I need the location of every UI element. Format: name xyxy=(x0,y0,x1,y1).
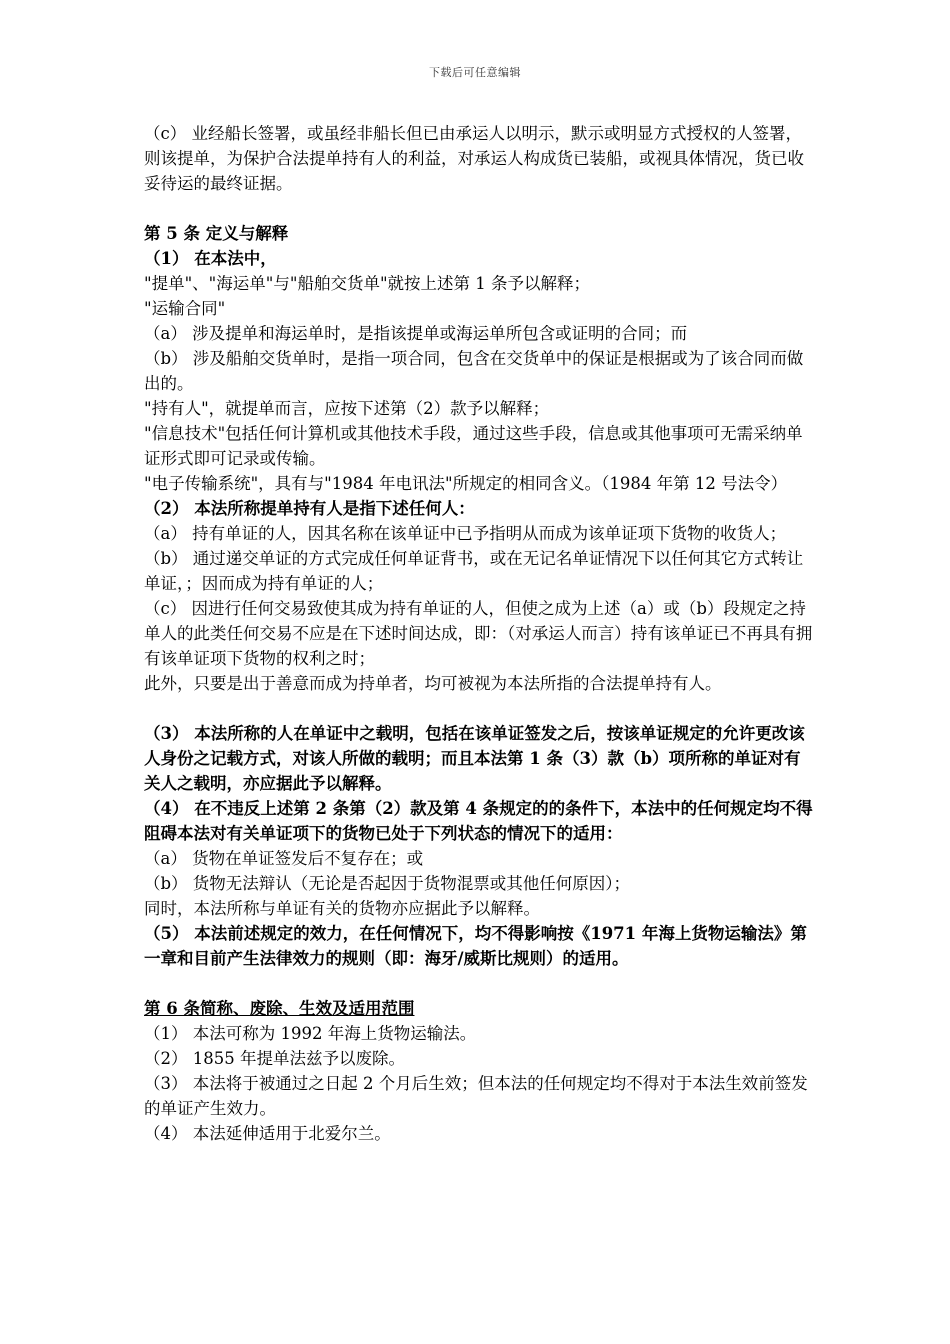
blank-line xyxy=(144,971,814,996)
paragraph: 同时，本法所称与单证有关的货物亦应据此予以解释。 xyxy=(144,899,540,918)
clause-heading: （2） 本法所称提单持有人是指下述任何人： xyxy=(144,499,475,518)
paragraph: （4） 本法延伸适用于北爱尔兰。 xyxy=(144,1124,391,1143)
clause-paragraph-bold: （3） 本法所称的人在单证中之载明，包括在该单证签发之后，按该单证规定的允许更改该人身份之记载方式，对该人所做的载明；而且本法第 1 条（3）款（b）项所称的单证对有关人之载明，亦应据此予以解释。 xyxy=(144,724,805,793)
paragraph: "提单"、"海运单"与"船舶交货单"就按上述第 1 条予以解释； xyxy=(144,274,591,293)
paragraph: （b） 涉及船舶交货单时，是指一项合同，包含在交货单中的保证是根据或为了该合同而做出的。 xyxy=(144,349,804,393)
paragraph: "电子传输系统"，具有与"1984 年电讯法"所规定的相同含义。（1984 年第 12 号法令） xyxy=(144,474,788,493)
clause-paragraph-bold: （5） 本法前述规定的效力，在任何情况下，均不得影响按《1971 年海上货物运输法》第一章和目前产生法律效力的规则（即：海牙/威斯比规则）的适用。 xyxy=(144,924,807,968)
paragraph: （3） 本法将于被通过之日起 2 个月后生效；但本法的任何规定均不得对于本法生效前签发的单证产生效力。 xyxy=(144,1074,808,1118)
section-heading-article-6 xyxy=(144,996,814,1021)
paragraph: （2） 1855 年提单法兹予以废除。 xyxy=(144,1049,405,1068)
blank-line xyxy=(144,696,814,721)
blank-line xyxy=(144,196,814,221)
clause-heading: （1） 在本法中， xyxy=(144,249,277,268)
section-heading-text: 第 6 条简称、废除、生效及适用范围 xyxy=(144,999,415,1018)
paragraph: "信息技术"包括任何计算机或其他技术手段，通过这些手段，信息或其他事项可无需采纳单证形式即可记录或传输。 xyxy=(144,424,803,468)
paragraph: 此外，只要是出于善意而成为持单者，均可被视为本法所指的合法提单持有人。 xyxy=(144,674,722,693)
paragraph: （b） 通过递交单证的方式完成任何单证背书，或在无记名单证情况下以任何其它方式转让单证，；因而成为持有单证的人； xyxy=(144,549,804,593)
page-header: 下载后可任意编辑 xyxy=(429,66,521,79)
paragraph: （c） 业经船长签署，或虽经非船长但已由承运人以明示，默示或明显方式授权的人签署， xyxy=(144,124,802,143)
paragraph: "运输合同" xyxy=(144,299,226,318)
paragraph: （a） 持有单证的人，因其名称在该单证中已予指明从而成为该单证项下货物的收货人； xyxy=(144,524,787,543)
section-heading-article-5: 第 5 条 定义与解释 xyxy=(144,224,289,243)
paragraph: （c） 因进行任何交易致使其成为持有单证的人，但使之成为上述（a）或（b）段规定之持单人的此类任何交易不应是在下述时间达成，即：（对承运人而言）持有该单证已不再具有拥有该单证项下货物的权利之时； xyxy=(144,599,813,668)
clause-paragraph-bold: （4） 在不违反上述第 2 条第（2）款及第 4 条规定的的条件下，本法中的任何规定均不得阻碍本法对有关单证项下的货物已处于下列状态的情况下的适用： xyxy=(144,799,813,843)
paragraph: 则该提单，为保护合法提单持有人的利益，对承运人构成货已装船，或视具体情况，货已收妥待运的最终证据。 xyxy=(144,149,804,193)
paragraph: （a） 涉及提单和海运单时，是指该提单或海运单所包含或证明的合同；而 xyxy=(144,324,688,343)
paragraph: （1） 本法可称为 1992 年海上货物运输法。 xyxy=(144,1024,477,1043)
document-body xyxy=(144,121,814,1146)
paragraph: （a） 货物在单证签发后不复存在；或 xyxy=(144,849,424,868)
paragraph: （b） 货物无法辩认（无论是否起因于货物混票或其他任何原因）； xyxy=(144,874,631,893)
paragraph: "持有人"，就提单而言，应按下述第（2）款予以解释； xyxy=(144,399,550,418)
